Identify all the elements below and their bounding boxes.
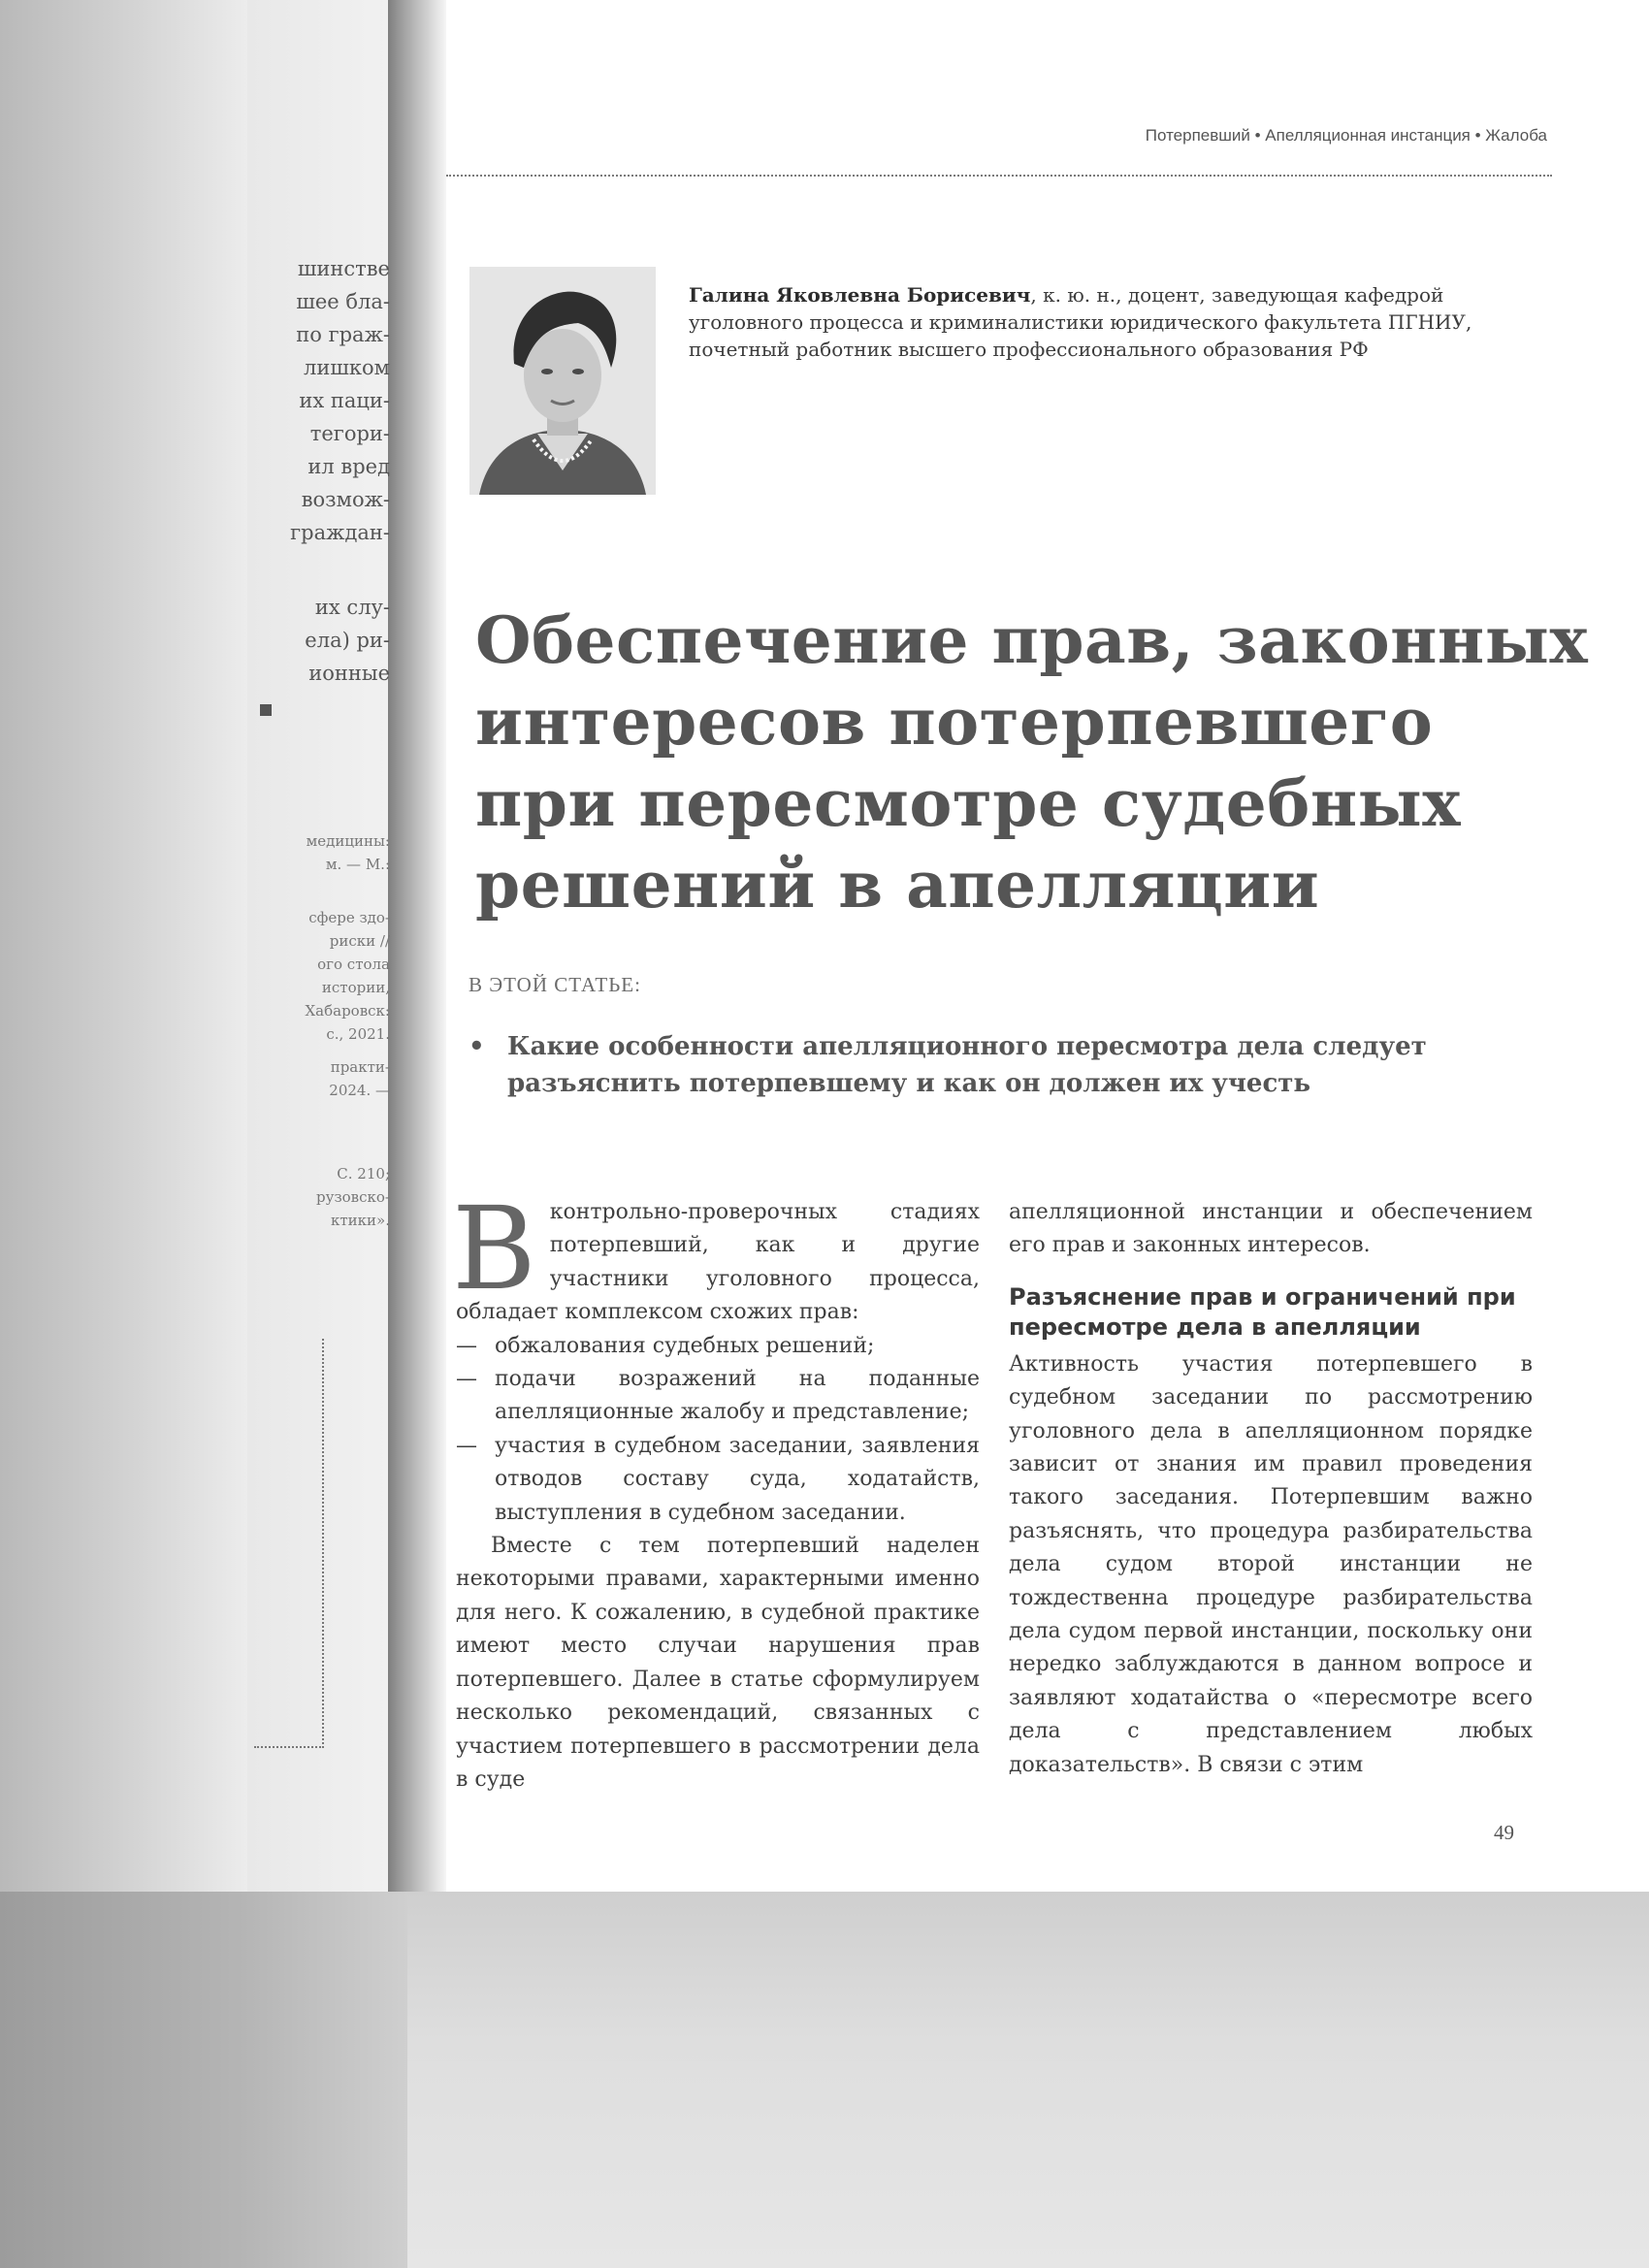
prev-ref: сфере здо- (308, 909, 390, 926)
prev-line: ела) ри- (305, 629, 390, 652)
prev-line: лишком (304, 356, 390, 379)
author-photo (469, 267, 656, 495)
rights-list (456, 1330, 980, 1530)
author-info (689, 281, 1542, 363)
prev-ref: 2024. — (329, 1082, 390, 1099)
scanner-bed-shadow (0, 1892, 407, 2268)
body-column-right (1009, 1196, 1533, 1782)
prev-ref: м. — М.: (325, 856, 390, 873)
bullet-icon: • (469, 1032, 485, 1061)
rights-list-item: — подачи возражений на поданные апелляционные жалобу и представление; (456, 1363, 980, 1430)
section-heading: Разъяснение прав и ограничений при пересмотре дела в апелляции (1009, 1282, 1516, 1341)
prev-ref: риски // (329, 932, 390, 950)
body-paragraph: Вместе с тем потерпевший наделен некоторыми правами, характерными именно для него. К сожалению, в судебной практике имеют место случаи нарушения прав потерпевшего. Далее в статье сформулируем несколько рекомендаций, связанных с участием потерпевшего в рассмотрении дела в суде (456, 1534, 980, 1792)
scan-shadow (0, 0, 247, 1892)
prev-ref: ого стола (317, 956, 390, 973)
intro-paragraph (452, 1182, 980, 1330)
header-dotted-rule (446, 175, 1552, 177)
continuation-paragraph: апелляционной инстанции и обеспечением его прав и законных интересов. (1009, 1200, 1533, 1258)
prev-line: по граж- (296, 323, 390, 346)
book-gutter-shadow (388, 0, 446, 1892)
prev-ref: истории, (321, 979, 390, 996)
prev-page-bullet (260, 704, 272, 716)
title-line: Обеспечение прав, законных (475, 602, 1589, 678)
page-number: 49 (1494, 1821, 1514, 1844)
prev-line: их слу- (314, 596, 390, 619)
author-portrait-image (469, 267, 656, 495)
author-credentials: , к. ю. н., доцент, заведующая кафедрой уголовного процесса и криминалистики юридического факультета ПГНИУ, почетный работник высшего профессионального образования РФ (689, 283, 1472, 361)
prev-ref: С. 210; (337, 1165, 390, 1183)
prev-line: шее бла- (296, 290, 390, 313)
running-header: Потерпевший • Апелляционная инстанция • Жалоба (1145, 126, 1547, 145)
prev-line: тегори- (309, 422, 390, 445)
prev-ref: ктики». (331, 1212, 390, 1229)
summary-text: Какие особенности апелляционного пересмотра дела следует разъяснить потерпевшему и как он должен их учесть (507, 1032, 1427, 1098)
author-name: Галина Яковлевна Борисевич (689, 283, 1031, 307)
prev-ref: практи- (330, 1058, 390, 1076)
prev-ref: медицины: (306, 832, 390, 850)
prev-line: ионные (308, 662, 390, 685)
prev-line: граждан- (290, 521, 390, 544)
title-line: интересов потерпевшего (475, 684, 1434, 760)
prev-ref: рузовско- (316, 1188, 390, 1206)
in-this-article-label: В ЭТОЙ СТАТЬЕ: (469, 973, 641, 996)
article-title (475, 599, 1589, 925)
prev-line: возмож- (301, 488, 390, 511)
prev-ref: Хабаровск: (305, 1002, 390, 1020)
prev-page-dotted-box (254, 1339, 324, 1748)
title-line: при пересмотре судебных (475, 765, 1462, 841)
title-line: решений в апелляции (475, 847, 1320, 923)
prev-ref: с., 2021. (326, 1025, 390, 1043)
rights-list-item: — участия в судебном заседании, заявления отводов составу суда, ходатайств, выступления в судебном заседании. (456, 1430, 980, 1530)
body-column-left (452, 1182, 980, 1797)
prev-line: шинстве (297, 257, 390, 280)
prev-line: ил вред (307, 455, 390, 478)
summary-item (469, 1028, 1516, 1102)
drop-cap: В (452, 1182, 536, 1315)
intro-text: контрольно-проверочных стадиях потерпевший, как и другие участники уголовного процесса, обладает комплексом схожих прав: (456, 1200, 980, 1325)
section-paragraph: Активность участия потерпевшего в судебном заседании по рассмотрению уголовного дела в апелляционном порядке зависит от знания им правил проведения такого заседания. Потерпевшим важно разъяснять, что процедура разбирательства дела судом второй инстанции не тождественна процедуре разбирательства дела судом первой инстанции, поскольку они нередко заблуждаются в данном вопросе и заявляют ходатайства о «пересмотре всего дела с представлением любых доказательств». В связи с этим (1009, 1351, 1533, 1777)
prev-line: их паци- (299, 389, 390, 412)
rights-list-item: — обжалования судебных решений; (456, 1330, 980, 1363)
